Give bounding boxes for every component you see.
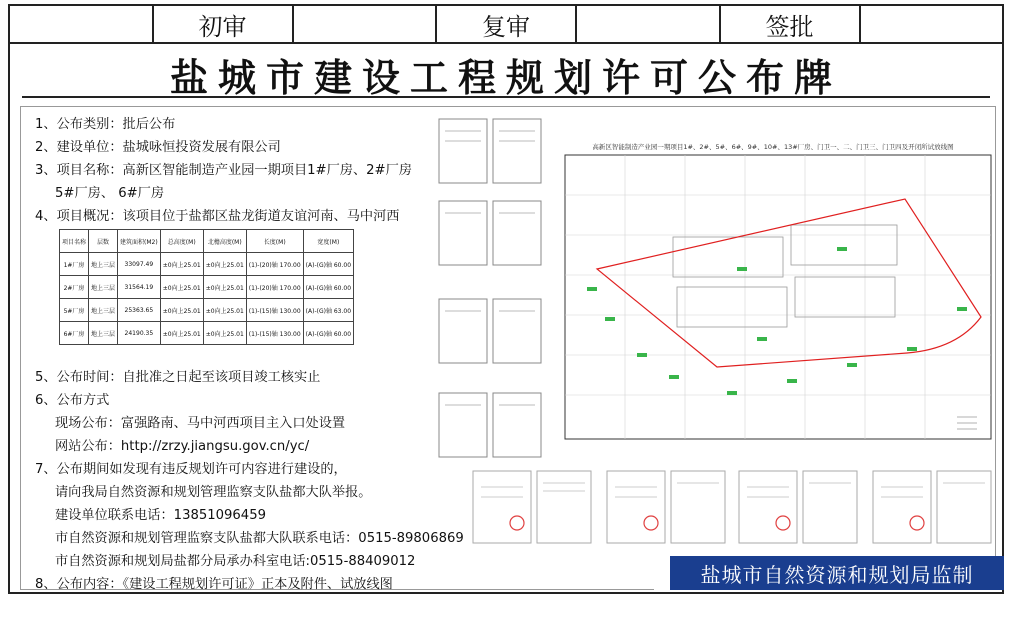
table-cell: 2#厂房	[60, 276, 89, 299]
content-panel	[20, 106, 996, 590]
table-cell: (1)-(20)轴 170.00	[246, 276, 303, 299]
line-period: 5、公布时间：自批准之日起至该项目竣工核实止	[35, 370, 321, 385]
table-cell: ±0向上25.01	[203, 299, 246, 322]
line-report-cont: 请向我局自然资源和规划管理监察支队盐都大队举报。	[55, 485, 372, 500]
project-table	[59, 229, 354, 345]
line-report: 7、公布期间如发现有违反规划许可内容进行建设的，	[35, 462, 347, 477]
table-header: 北檐高度(M)	[203, 230, 246, 253]
table-cell: 地上三层	[89, 276, 118, 299]
table-header: 宽度(M)	[303, 230, 353, 253]
line-project-name-cont: 5#厂房、 6#厂房	[55, 186, 165, 201]
table-header-row	[60, 230, 354, 253]
table-cell: 地上三层	[89, 322, 118, 345]
line-office-phone: 市自然资源和规划局盐都分局承办科室电话:0515-88409012	[55, 554, 416, 569]
footer-issuer: 盐城市自然资源和规划局监制	[670, 556, 1004, 590]
approval-blank	[10, 6, 154, 42]
table-cell: 24190.35	[118, 322, 161, 345]
first-review-field	[294, 6, 438, 42]
second-review-field	[577, 6, 721, 42]
table-header: 项目名称	[60, 230, 89, 253]
table-cell: 地上三层	[89, 253, 118, 276]
document-thumbnails-left	[439, 119, 541, 457]
line-category: 1、公布类别：批后公布	[35, 117, 176, 132]
table-cell: ±0向上25.01	[203, 276, 246, 299]
line-website: 网站公布：http://zrzy.jiangsu.gov.cn/yc/	[55, 439, 310, 454]
second-review-label: 复审	[437, 6, 577, 42]
table-cell: 6#厂房	[60, 322, 89, 345]
table-cell: 1#厂房	[60, 253, 89, 276]
permit-pages	[473, 471, 991, 543]
plan-frame	[565, 155, 991, 439]
table-cell: ±0向上25.01	[160, 299, 203, 322]
table-header: 总高度(M)	[160, 230, 203, 253]
line-developer-phone: 建设单位联系电话：13851096459	[55, 508, 266, 523]
table-header: 层数	[89, 230, 118, 253]
table-row	[60, 276, 354, 299]
table-cell: (A)-(G)轴 63.00	[303, 299, 353, 322]
table-cell: 31564.19	[118, 276, 161, 299]
table-header: 长度(M)	[246, 230, 303, 253]
table-cell: (A)-(G)轴 60.00	[303, 322, 353, 345]
notice-lines	[35, 113, 464, 596]
table-row	[60, 322, 354, 345]
table-cell: 33097.49	[118, 253, 161, 276]
sign-off-field	[861, 6, 1003, 42]
table-cell: (A)-(G)轴 60.00	[303, 253, 353, 276]
line-method: 6、公布方式	[35, 393, 110, 408]
table-cell: 5#厂房	[60, 299, 89, 322]
page-title: 盐城市建设工程规划许可公布牌	[22, 52, 990, 98]
plan-title: 高新区智能制造产业园一期项目1#、2#、5#、6#、9#、10#、13#厂房、门卫一、二、门卫三、门卫四及开闭所试放线图	[592, 143, 954, 151]
table-cell: 地上三层	[89, 299, 118, 322]
first-review-label: 初审	[154, 6, 294, 42]
table-cell: ±0向上25.01	[160, 276, 203, 299]
table-row	[60, 299, 354, 322]
table-cell: ±0向上25.01	[203, 253, 246, 276]
notice-board	[8, 4, 1004, 594]
sign-off-label: 签批	[721, 6, 861, 42]
line-onsite: 现场公布：富强路南、马中河西项目主入口处设置	[55, 416, 346, 431]
line-developer: 2、建设单位：盐城咏恒投资发展有限公司	[35, 140, 281, 155]
table-cell: (1)-(15)轴 130.00	[246, 322, 303, 345]
table-row	[60, 253, 354, 276]
table-cell: 25363.65	[118, 299, 161, 322]
table-cell: ±0向上25.01	[203, 322, 246, 345]
table-cell: (1)-(20)轴 170.00	[246, 253, 303, 276]
line-inspection-phone: 市自然资源和规划管理监察支队盐都大队联系电话：0515-89806869	[55, 531, 464, 546]
site-plan-figure	[437, 117, 997, 469]
table-cell: ±0向上25.01	[160, 253, 203, 276]
line-project-name: 3、项目名称：高新区智能制造产业园一期项目1#厂房、2#厂房	[35, 163, 412, 178]
table-cell: ±0向上25.01	[160, 322, 203, 345]
line-content: 8、公布内容：《建设工程规划许可证》正本及附件、试放线图	[35, 577, 393, 592]
table-header: 建筑面积(M2)	[118, 230, 161, 253]
table-cell: (1)-(15)轴 130.00	[246, 299, 303, 322]
approval-row	[10, 6, 1002, 44]
table-cell: (A)-(G)轴 60.00	[303, 276, 353, 299]
line-overview: 4、项目概况：该项目位于盐都区盐龙街道友谊河南、马中河西	[35, 209, 400, 224]
